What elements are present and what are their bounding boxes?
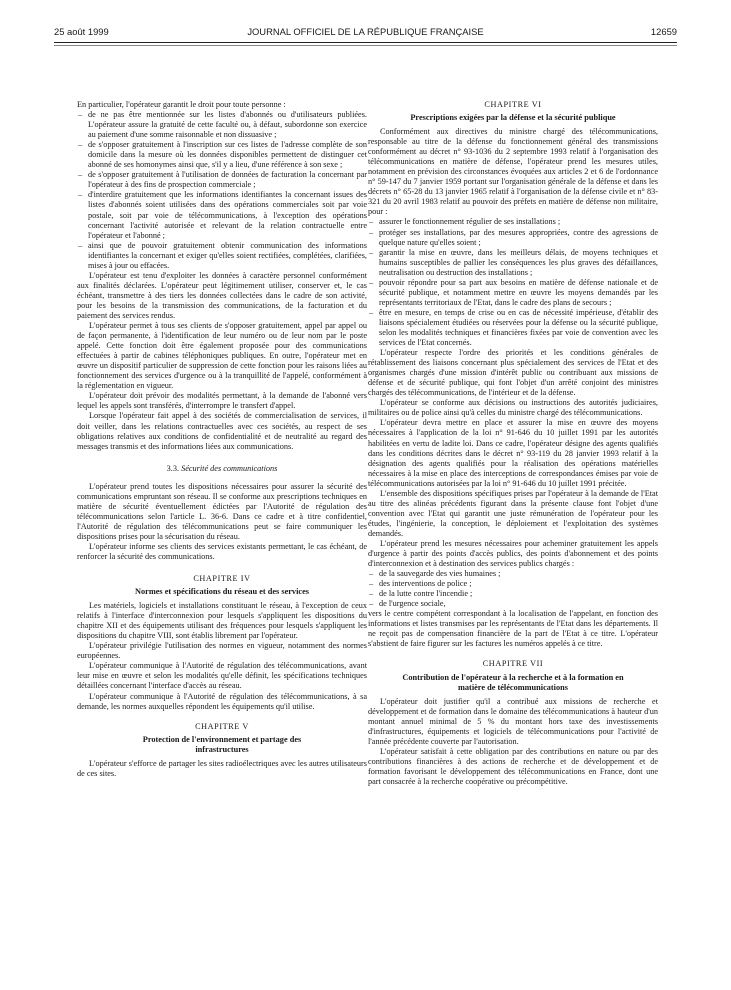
list-item: – protéger ses installations, par des mesures appropriées, contre des agressions de quelque nature qu'elles soient ; [368,228,658,248]
rights-list [77,110,367,271]
paragraph: L'opérateur communique à l'Autorité de régulation des télécommunications, avant leur mise en œuvre et selon les modalités qu'elle définit, les spécifications techniques détaillées concernant l'interface d'accès au réseau. [77,661,367,691]
emergency-list [368,569,658,609]
header-rule [54,42,677,43]
chapter-heading: CHAPITRE VII [482,659,544,669]
chapter-title: Protection de l'environnement et partage des infrastructures [142,734,302,754]
list-item: – être en mesure, en temps de crise ou en cas de nécessité impérieuse, d'établir des liaisons spécialement étudiées ou réservées pour la défense ou la sécurité publique, selon les modalités techniques et financières fixées par voie de convention avec les services de l'Etat concernés. [368,308,658,348]
paragraph: L'opérateur informe ses clients des services existants permettant, le cas échéant, de renforcer la sécurité des communications. [77,541,367,562]
paragraph: L'opérateur s'efforce de partager les sites radioélectriques avec les autres utilisateurs de ces sites. [77,758,367,778]
list-item: – de la lutte contre l'incendie ; [368,589,658,599]
list-item: – de s'opposer gratuitement à l'inscription sur ces listes de l'adresse complète de son domicile dans la mesure où les données disponibles permettent de distinguer cet abonné de ses homonymes ainsi que, s'il y a lieu, d'une référence à son sexe ; [77,140,367,170]
list-item: – de la sauvegarde des vies humaines ; [368,569,658,579]
paragraph: L'opérateur est tenu d'exploiter les données à caractère personnel conformément aux finalités déclarées. L'opérateur peut légitimement utiliser, conserver et, le cas échéant, transmettre à des tiers les données collectées dans le cadre de son activité, pour les besoins de la transmission des communications, de la facturation et du paiement des services rendus. [77,270,367,320]
paragraph: L'opérateur se conforme aux décisions ou instructions des autorités judiciaires, militaires ou de police ainsi qu'à celles du ministre chargé des télécommunications. [368,398,658,418]
list-item: – de s'opposer gratuitement à l'utilisation de données de facturation la concernant par l'opérateur à des fins de prospection commerciale ; [77,170,367,190]
list-item: – ainsi que de pouvoir gratuitement obtenir communication des informations identifiantes la concernant et exiger qu'elles soient rectifiées, complétées, clarifiées, mises à jour ou effacées. [77,241,367,271]
measures-list [368,217,658,348]
paragraph: L'opérateur privilégie l'utilisation des normes en vigueur, notamment des normes européennes. [77,641,367,661]
chapter-heading: CHAPITRE VI [484,100,542,109]
list-item: – de l'urgence sociale, [368,599,658,609]
left-column [77,100,367,779]
section-heading [77,464,367,474]
paragraph: L'opérateur respecte l'ordre des priorités et les conditions générales de rétablissement des liaisons concernant plus spécialement des services de l'Etat et des organismes chargés d'une mission d'intérêt public ou contribuant aux missions de défense et de sécurité publique, qui font l'objet d'un arrêté conjoint des ministres chargés des télécommunications, de l'intérieur et de la défense. [368,348,658,398]
list-item: – pouvoir répondre pour sa part aux besoins en matière de défense nationale et de sécurité publique, et notamment mettre en œuvre les moyens demandés par les représentants territoriaux de l'Etat, dans le cadre des plans de secours ; [368,278,658,308]
page-number: 12659 [650,26,677,37]
paragraph: Les matériels, logiciels et installations constituant le réseau, à l'exception de ceux relatifs à l'interface d'interconnexion pour lesquels s'appliquent les dispositions du chapitre XII et des équipements utilisant des fréquences pour lesquels s'appliquent les dispositions du chapitre VIII, sont établis librement par l'opérateur. [77,601,367,641]
right-column [368,100,658,787]
rights-intro: En particulier, l'opérateur garantit le droit pour toute personne : [77,100,286,109]
section-number: 3.3. [166,463,180,473]
list-item: – d'interdire gratuitement que les informations identifiantes la concernant issues des listes d'abonnés soient utilisées dans des opérations commerciales soit par voie postale, soit par voie de télécommunications, à l'exception des opérations concernant l'activité autorisée et relevant de la relation contractuelle entre l'opérateur et l'abonné ; [77,190,367,240]
header-rule-thin [54,45,677,46]
paragraph: vers le centre compétent correspondant à la localisation de l'appelant, en fonction des informations et listes transmises par les représentants de l'Etat dans les départements. Il ne reçoit pas de compensation financière de la part de l'Etat à ce titre. L'opérateur s'abstient de faire figurer sur les factures les numéros appelés à ce titre. [368,609,658,649]
list-item: – garantir la mise en œuvre, dans les meilleurs délais, de moyens techniques et humains susceptibles de pallier les conséquences les plus graves des défaillances, neutralisation ou destruction des installations ; [368,248,658,278]
paragraph: L'opérateur satisfait à cette obligation par des contributions en nature ou par des contributions financières à des actions de recherche et de développement et de formation favorisant le développement des télécommunications en France, dont une part consacrée à la recherche coopérative ou précompétitive. [368,746,658,786]
paragraph: L'opérateur devra mettre en place et assurer la mise en œuvre des moyens nécessaires à l'application de la loi n° 91-646 du 10 juillet 1991 par les autorités habilitées en vertu de ladite loi. Dans ce cadre, l'opérateur désigne des agents qualifiés dans les conditions décrites dans le décret n° 93-119 du 28 janvier 1993 relatif à la désignation des agents qualifiés pour la réalisation des opérations matérielles nécessaires à la mise en place des interceptions de correspondances émises par voie de télécommunications autorisées par la loi n° 91-646 du 10 juillet 1991 précitée. [368,418,658,488]
chapter-title: Prescriptions exigées par la défense et la sécurité publique [410,113,616,123]
paragraph: L'opérateur doit justifier qu'il a contribué aux missions de recherche et développement et de formation dans le domaine des télécommunications à hauteur d'un montant annuel minimal de 5 % du montant hors taxe des investissements d'infrastructures, équipements et logiciels de télécommunications pour l'activité de l'année précédente couverte par l'autorisation. [368,696,658,746]
paragraph: Conformément aux directives du ministre chargé des télécommunications, responsable au titre de la défense du fonctionnement général des transmissions conformément au décret n° 93-1036 du 2 septembre 1993 relatif à l'organisation des télécommunications en matière de défense, l'opérateur prend les mesures utiles, notamment en prévision des circonstances évoquées aux articles 2 et 6 de l'ordonnance n° 59-147 du 7 janvier 1959 portant sur l'organisation générale de la défense et dans les décrets n° 65-28 du 13 janvier 1965 relatif à l'organisation de la défense civile et n° 83-321 du 20 avril 1983 relatif au pouvoir des préfets en matière de défense non militaire, pour : [368,127,658,217]
paragraph: L'opérateur prend toutes les dispositions nécessaires pour assurer la sécurité des communications empruntant son réseau. Il se conforme aux prescriptions techniques en matière de sécurité éventuellement édictées par l'Autorité de régulation des télécommunications selon l'article L. 36-6. Dans ce cadre et à titre confidentiel, l'Autorité de régulation des télécommunications peut se faire communiquer les dispositions prises pour la sécurisation du réseau. [77,481,367,541]
list-item: – assurer le fonctionnement régulier de ses installations ; [368,217,658,227]
journal-title: JOURNAL OFFICIEL DE LA RÉPUBLIQUE FRANÇAISE [247,26,484,37]
issue-date: 25 août 1999 [54,26,109,37]
chapter-title: Contribution de l'opérateur à la recherche et à la formation en matière de télécommunications [402,672,624,692]
chapter-title: Normes et spécifications du réseau et des services [135,587,309,597]
paragraph: L'opérateur prend les mesures nécessaires pour acheminer gratuitement les appels d'urgence à partir des points d'accès publics, des points d'abonnement et des points d'interconnexion et à destination des services publics chargés : [368,538,658,569]
paragraph: Lorsque l'opérateur fait appel à des sociétés de commercialisation de services, il doit veiller, dans les relations contractuelles avec ces sociétés, au respect de ses obligations relatives aux conditions de confidentialité et de neutralité au regard des messages transmis et des informations liées aux communications. [77,411,367,451]
paragraph: L'opérateur doit prévoir des modalités permettant, à la demande de l'abonné vers lequel les appels sont transférés, d'interrompre le transfert d'appel. [77,391,367,411]
list-item: – des interventions de police ; [368,579,658,589]
paragraph: L'opérateur communique à l'Autorité de régulation des télécommunications, à sa demande, les normes auxquelles répondent les équipements qu'il utilise. [77,691,367,711]
list-item: – de ne pas être mentionnée sur les listes d'abonnés ou d'utilisateurs publiées. L'opérateur assure la gratuité de cette faculté ou, à défaut, subordonne son exercice au paiement d'une somme raisonnable et non dissuasive ; [77,110,367,140]
chapter-heading: CHAPITRE V [195,721,249,731]
chapter-heading: CHAPITRE IV [193,574,251,584]
paragraph: L'opérateur permet à tous ses clients de s'opposer gratuitement, appel par appel ou de façon permanente, à l'identification de leur numéro ou de leur nom par le poste appelé. Cette fonction doit être également proposée pour des communications effectuées à partir de cabines téléphoniques publiques. En outre, l'opérateur met en œuvre un dispositif particulier de suppression de cette fonction pour les raisons liées au fonctionnement des services d'urgence ou à la tranquillité de l'appelé, conformément à la réglementation en vigueur. [77,321,367,391]
page-header [54,26,677,42]
section-title: Sécurité des communications [181,463,278,473]
paragraph: L'ensemble des dispositions spécifiques prises par l'opérateur à la demande de l'Etat au titre des alinéas précédents figurant dans la présente clause font l'objet d'une convention avec l'Etat qui garantit une juste rémunération de l'opérateur pour les études, l'ingénierie, la conception, le déploiement et l'exploitation des systèmes demandés. [368,488,658,538]
